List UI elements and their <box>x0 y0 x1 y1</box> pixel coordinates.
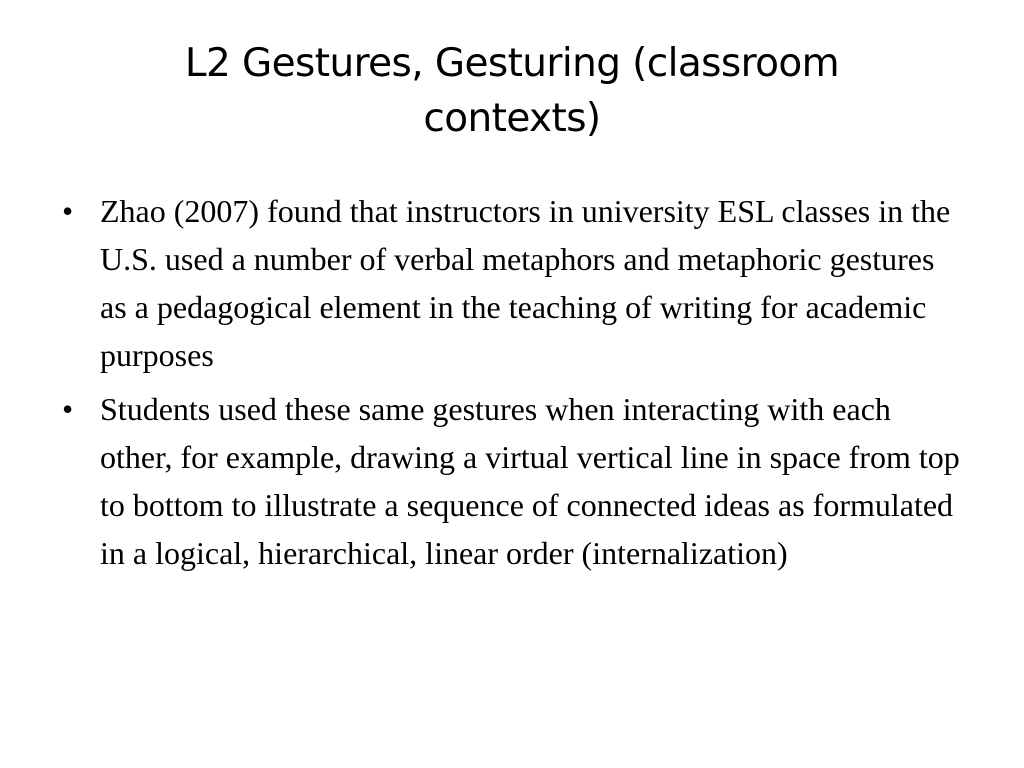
bullet-text: Zhao (2007) found that instructors in university ESL classes in the U.S. used a number of verbal metaphors and metaphoric gestures as a pedagogical element in the teaching of writing for academic purposes <box>100 193 951 373</box>
bullet-text: Students used these same gestures when interacting with each other, for example, drawing a virtual vertical line in space from top to bottom to illustrate a sequence of connected ideas as formulated in a logical, hierarchical, linear order (internalization) <box>100 391 960 571</box>
bullet-item-2 <box>62 385 967 577</box>
slide-title: L2 Gestures, Gesturing (classroom contexts) <box>184 41 840 141</box>
bullet-marker: • <box>62 193 74 229</box>
bullet-item-1 <box>62 187 967 379</box>
bullet-marker: • <box>62 391 74 427</box>
bullet-list <box>62 187 967 583</box>
